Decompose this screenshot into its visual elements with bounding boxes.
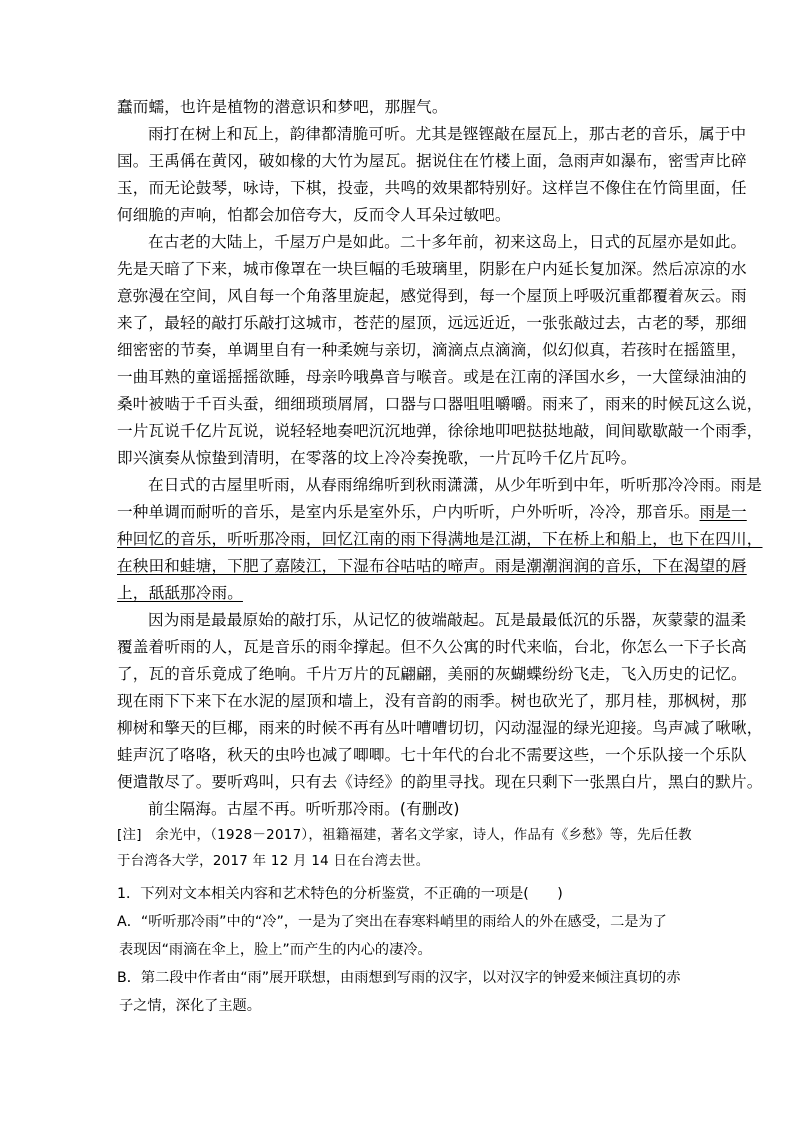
passage-line: 一片瓦说千亿片瓦说，说轻轻地奏吧沉沉地弹，徐徐地叩吧挞挞地敲，间间歇歇敲一个雨季，: [117, 422, 763, 440]
underlined-text: 雨是一: [699, 503, 747, 521]
passage-line: 便遣散尽了。要听鸡叫，只有去《诗经》的韵里寻找。现在只剩下一张黑白片，黑白的默片。: [117, 773, 763, 791]
passage-line: 细密密的节奏，单调里自有一种柔婉与亲切，滴滴点点滴滴，似幻似真，若孩时在摇篮里，: [117, 341, 747, 359]
passage-line: 先是天暗了下来，城市像罩在一块巨幅的毛玻璃里，阴影在户内延长复加深。然后凉凉的水: [117, 260, 747, 278]
passage-line: 覆盖着听雨的人，瓦是音乐的雨伞撑起。但不久公寓的时代来临，台北，你怎么一下子长高: [117, 638, 747, 656]
passage-line: 蛙声沉了咯咯，秋天的虫吟也减了唧唧。七十年代的台北不需要这些，一个乐队接一个乐队: [117, 746, 747, 764]
passage-line: 在古老的大陆上，千屋万户是如此。二十多年前，初来这岛上，日式的瓦屋亦是如此。: [148, 233, 747, 251]
option-a-continued: 表现因“雨滴在伞上，脸上”而产生的内心的凄冷。: [119, 942, 432, 958]
passage-line: [117, 499, 747, 526]
question-block: [117, 880, 687, 1020]
footnote: [117, 823, 692, 875]
passage-line: 何细脆的声响，怕都会加倍夸大，反而令人耳朵过敏吧。: [117, 206, 511, 224]
passage-line: 来了，最轻的敲打乐敲打这城市，苍茫的屋顶，远远近近，一张张敲过去，古老的琴，那细: [117, 314, 747, 332]
passage-line: 玉，而无论鼓琴，咏诗，下棋，投壶，共鸣的效果都特别好。这样岂不像住在竹筒里面，任: [117, 179, 747, 197]
passage-line: 国。王禹偁在黄冈，破如椽的大竹为屋瓦。据说住在竹楼上面，急雨声如瀑布，密雪声比碎: [117, 152, 747, 170]
option-b: B．第二段中作者由“雨”展开联想，由雨想到写雨的汉字，以对汉字的钟爱来倾注真切的赤: [117, 970, 681, 986]
passage-line: 一曲耳熟的童谣摇摇欲睡，母亲吟哦鼻音与喉音。或是在江南的泽国水乡，一大筐绿油油的: [117, 368, 747, 386]
passage-line: 意弥漫在空间，风自每一个角落里旋起，感觉得到，每一个屋顶上呼吸沉重都覆着灰云。雨: [117, 287, 747, 305]
underlined-passage-line: 在秧田和蛙塘，下肥了嘉陵江，下湿布谷咕咕的啼声。雨是潮潮润润的音乐，下在渴望的唇: [117, 557, 747, 575]
footnote-line: [注] 余光中，（1928－2017），祖籍福建，著名文学家，诗人，作品有《乡愁》等，先后任教: [117, 828, 692, 843]
underlined-passage-line: 种回忆的音乐，听听那冷雨，回忆江南的雨下得满地是江湖，下在桥上和船上，也下在四川，: [117, 530, 763, 548]
plain-text: 一种单调而耐听的音乐，是室内乐是室外乐，户内听听，户外听听，冷冷，那音乐。: [117, 503, 700, 521]
footnote-line: 于台湾各大学，2017 年 12 月 14 日在台湾去世。: [117, 854, 430, 869]
passage-line: 柳树和擎天的巨椰，雨来的时候不再有丛叶嘈嘈切切，闪动湿湿的绿光迎接。鸟声减了啾啾，: [117, 719, 763, 737]
option-a: A．“听听那冷雨”中的“冷”，一是为了突出在春寒料峭里的雨给人的外在感受，二是为了: [117, 914, 667, 930]
passage-line: 蠢而蠕，也许是植物的潜意识和梦吧，那腥气。: [117, 98, 448, 116]
passage-line: 在日式的古屋里听雨，从春雨绵绵听到秋雨潇潇，从少年听到中年，听听那冷冷雨。雨是: [148, 476, 763, 494]
closing-line: 前尘隔海。古屋不再。听听那冷雨。(有删改): [148, 800, 460, 818]
question-stem: 1．下列对文本相关内容和艺术特色的分析鉴赏，不正确的一项是( ): [117, 886, 563, 902]
passage-line: 了，瓦的音乐竟成了绝响。千片万片的瓦翩翩，美丽的灰蝴蝶纷纷飞走，飞入历史的记忆。: [117, 665, 747, 683]
option-b-continued: 子之情，深化了主题。: [119, 998, 261, 1014]
passage-line: 桑叶被啮于千百头蚕，细细琐琐屑屑，口器与口器咀咀嚼嚼。雨来了，雨来的时候瓦这么说，: [117, 395, 763, 413]
underlined-passage-line: 上，舐舐那冷雨。: [117, 584, 243, 602]
passage-line: 即兴演奏从惊蛰到清明，在零落的坟上冷冷奏挽歌，一片瓦吟千亿片瓦吟。: [117, 449, 637, 467]
passage-body: [117, 94, 763, 823]
passage-line: 雨打在树上和瓦上，韵律都清脆可听。尤其是铿铿敲在屋瓦上，那古老的音乐，属于中: [148, 125, 747, 143]
passage-line: 现在雨下下来下在水泥的屋顶和墙上，没有音韵的雨季。树也砍光了，那月桂，那枫树，那: [117, 692, 747, 710]
passage-line: 因为雨是最最原始的敲打乐，从记忆的彼端敲起。瓦是最最低沉的乐器，灰蒙蒙的温柔: [148, 611, 747, 629]
